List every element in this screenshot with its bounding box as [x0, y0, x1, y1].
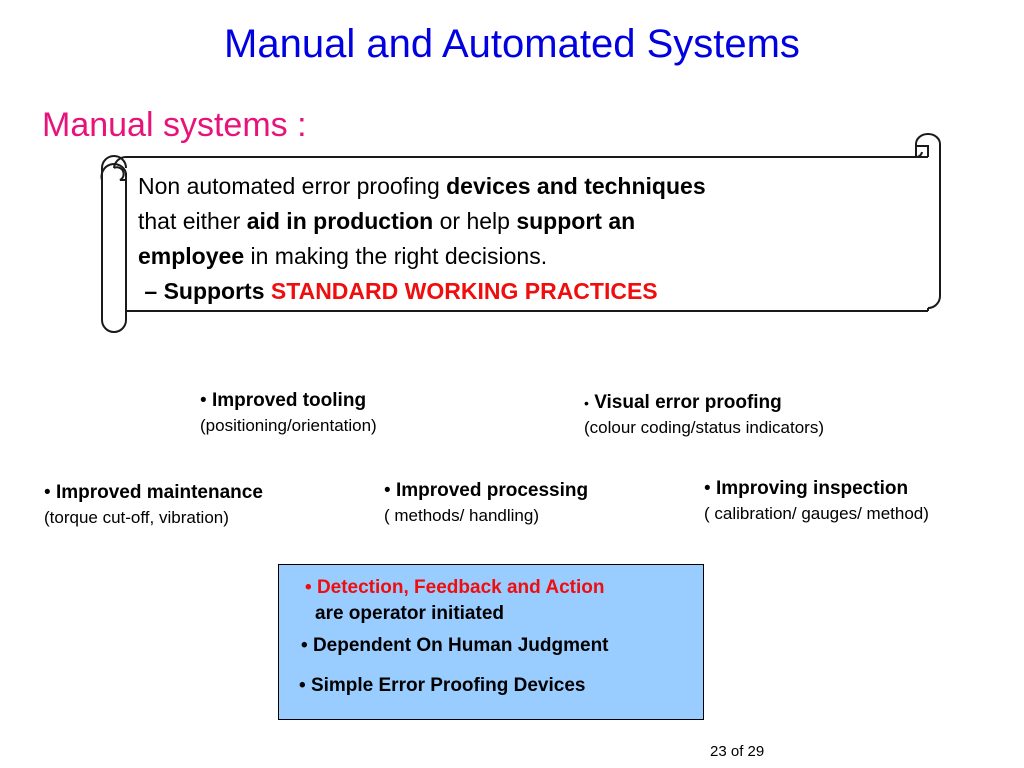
- scroll-line-1: [138, 169, 908, 204]
- summary-box: [278, 564, 704, 720]
- bullet-glyph: •: [301, 635, 308, 656]
- item-detail: (positioning/orientation): [200, 416, 377, 435]
- item-heading: Improved processing: [395, 480, 589, 501]
- bullet-glyph: •: [384, 480, 391, 501]
- scroll-bold-aid-in-production: aid in production: [246, 208, 434, 234]
- bullet-glyph: •: [299, 675, 306, 696]
- summary-line-detection: [305, 577, 604, 599]
- scroll-line-4: [138, 274, 908, 309]
- simple-devices-text: Simple Error Proofing Devices: [310, 675, 586, 696]
- section-subtitle: Manual systems :: [42, 106, 307, 144]
- scroll-text-part: that either: [138, 208, 247, 234]
- item-detail: (torque cut-off, vibration): [44, 508, 229, 527]
- item-heading: Visual error proofing: [594, 392, 782, 413]
- standard-working-practices-highlight: STANDARD WORKING PRACTICES: [270, 278, 658, 304]
- slide-title: Manual and Automated Systems: [224, 22, 800, 66]
- scroll-line-3: [138, 239, 908, 274]
- summary-line-operator-initiated: are operator initiated: [315, 603, 504, 624]
- scroll-bold-devices-techniques: devices and techniques: [446, 173, 706, 199]
- scroll-text-part: Non automated error proofing: [138, 173, 447, 199]
- scroll-bold-employee: employee: [138, 243, 245, 269]
- item-detail: ( methods/ handling): [384, 506, 539, 525]
- supports-label: – Supports: [138, 278, 271, 304]
- bullet-glyph: •: [584, 395, 589, 411]
- scroll-text-part: in making the right decisions.: [244, 243, 548, 269]
- bullet-item-visual-error-proofing: [584, 390, 824, 440]
- bullet-glyph: •: [44, 482, 51, 503]
- item-heading: Improved maintenance: [55, 482, 263, 503]
- item-heading: Improving inspection: [715, 478, 909, 499]
- bullet-item-improved-processing: [384, 478, 588, 528]
- summary-line-simple-devices: [299, 675, 585, 697]
- summary-line-human-judgment: [301, 635, 609, 657]
- page-number: 23 of 29: [710, 743, 765, 760]
- detection-feedback-action-text: Detection, Feedback and Action: [316, 577, 605, 598]
- item-heading: Improved tooling: [211, 390, 367, 411]
- scroll-text: [138, 169, 908, 309]
- bullet-item-improved-maintenance: [44, 480, 263, 530]
- human-judgment-text: Dependent On Human Judgment: [312, 635, 609, 656]
- bullet-item-improved-tooling: [200, 388, 377, 438]
- bullet-glyph: •: [305, 577, 312, 598]
- bullet-glyph: •: [704, 478, 711, 499]
- scroll-line-2: [138, 204, 908, 239]
- bullet-item-improving-inspection: [704, 476, 929, 526]
- item-detail: (colour coding/status indicators): [584, 418, 825, 437]
- scroll-bold-support-an: support an: [516, 208, 636, 234]
- scroll-text-part: or help: [433, 208, 517, 234]
- bullet-glyph: •: [200, 390, 207, 411]
- item-detail: ( calibration/ gauges/ method): [704, 504, 929, 523]
